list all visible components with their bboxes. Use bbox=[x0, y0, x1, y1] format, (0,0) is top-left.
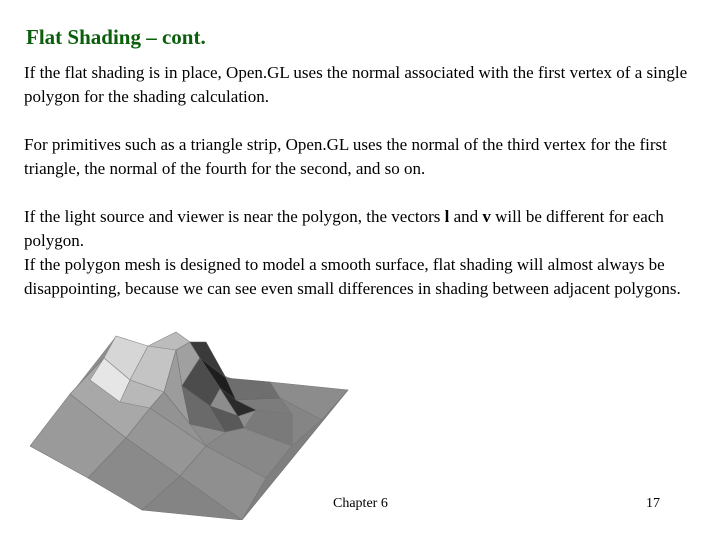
footer-chapter: Chapter 6 bbox=[333, 496, 388, 511]
vector-l: l bbox=[444, 207, 450, 226]
paragraph-triangle-strip: For primitives such as a triangle strip, Open.GL uses the normal of the third vertex for the first triangle, the normal of the fourth for the second, and so on. bbox=[24, 135, 667, 178]
p3-text-a: If the light source and viewer is near the polygon, the vectors bbox=[24, 207, 445, 226]
p3-text-b: and bbox=[449, 207, 483, 226]
footer-page-number: 17 bbox=[646, 496, 660, 511]
vector-v: v bbox=[482, 207, 491, 226]
paragraph-flat-shading-normal: If the flat shading is in place, Open.GL uses the normal associated with the first vertex of a single polygon for the shading calculation. bbox=[24, 63, 688, 106]
p3-text-c: will be different for each polygon. bbox=[24, 207, 664, 250]
paragraph-light-viewer bbox=[24, 205, 704, 301]
slide-title: Flat Shading – cont. bbox=[26, 25, 206, 49]
flat-shaded-mesh-image bbox=[30, 328, 370, 520]
p3-text-d: If the polygon mesh is designed to model a smooth surface, flat shading will almost always be disappointing, because we can see even small differences in shading between adjacent polygons. bbox=[24, 255, 681, 298]
